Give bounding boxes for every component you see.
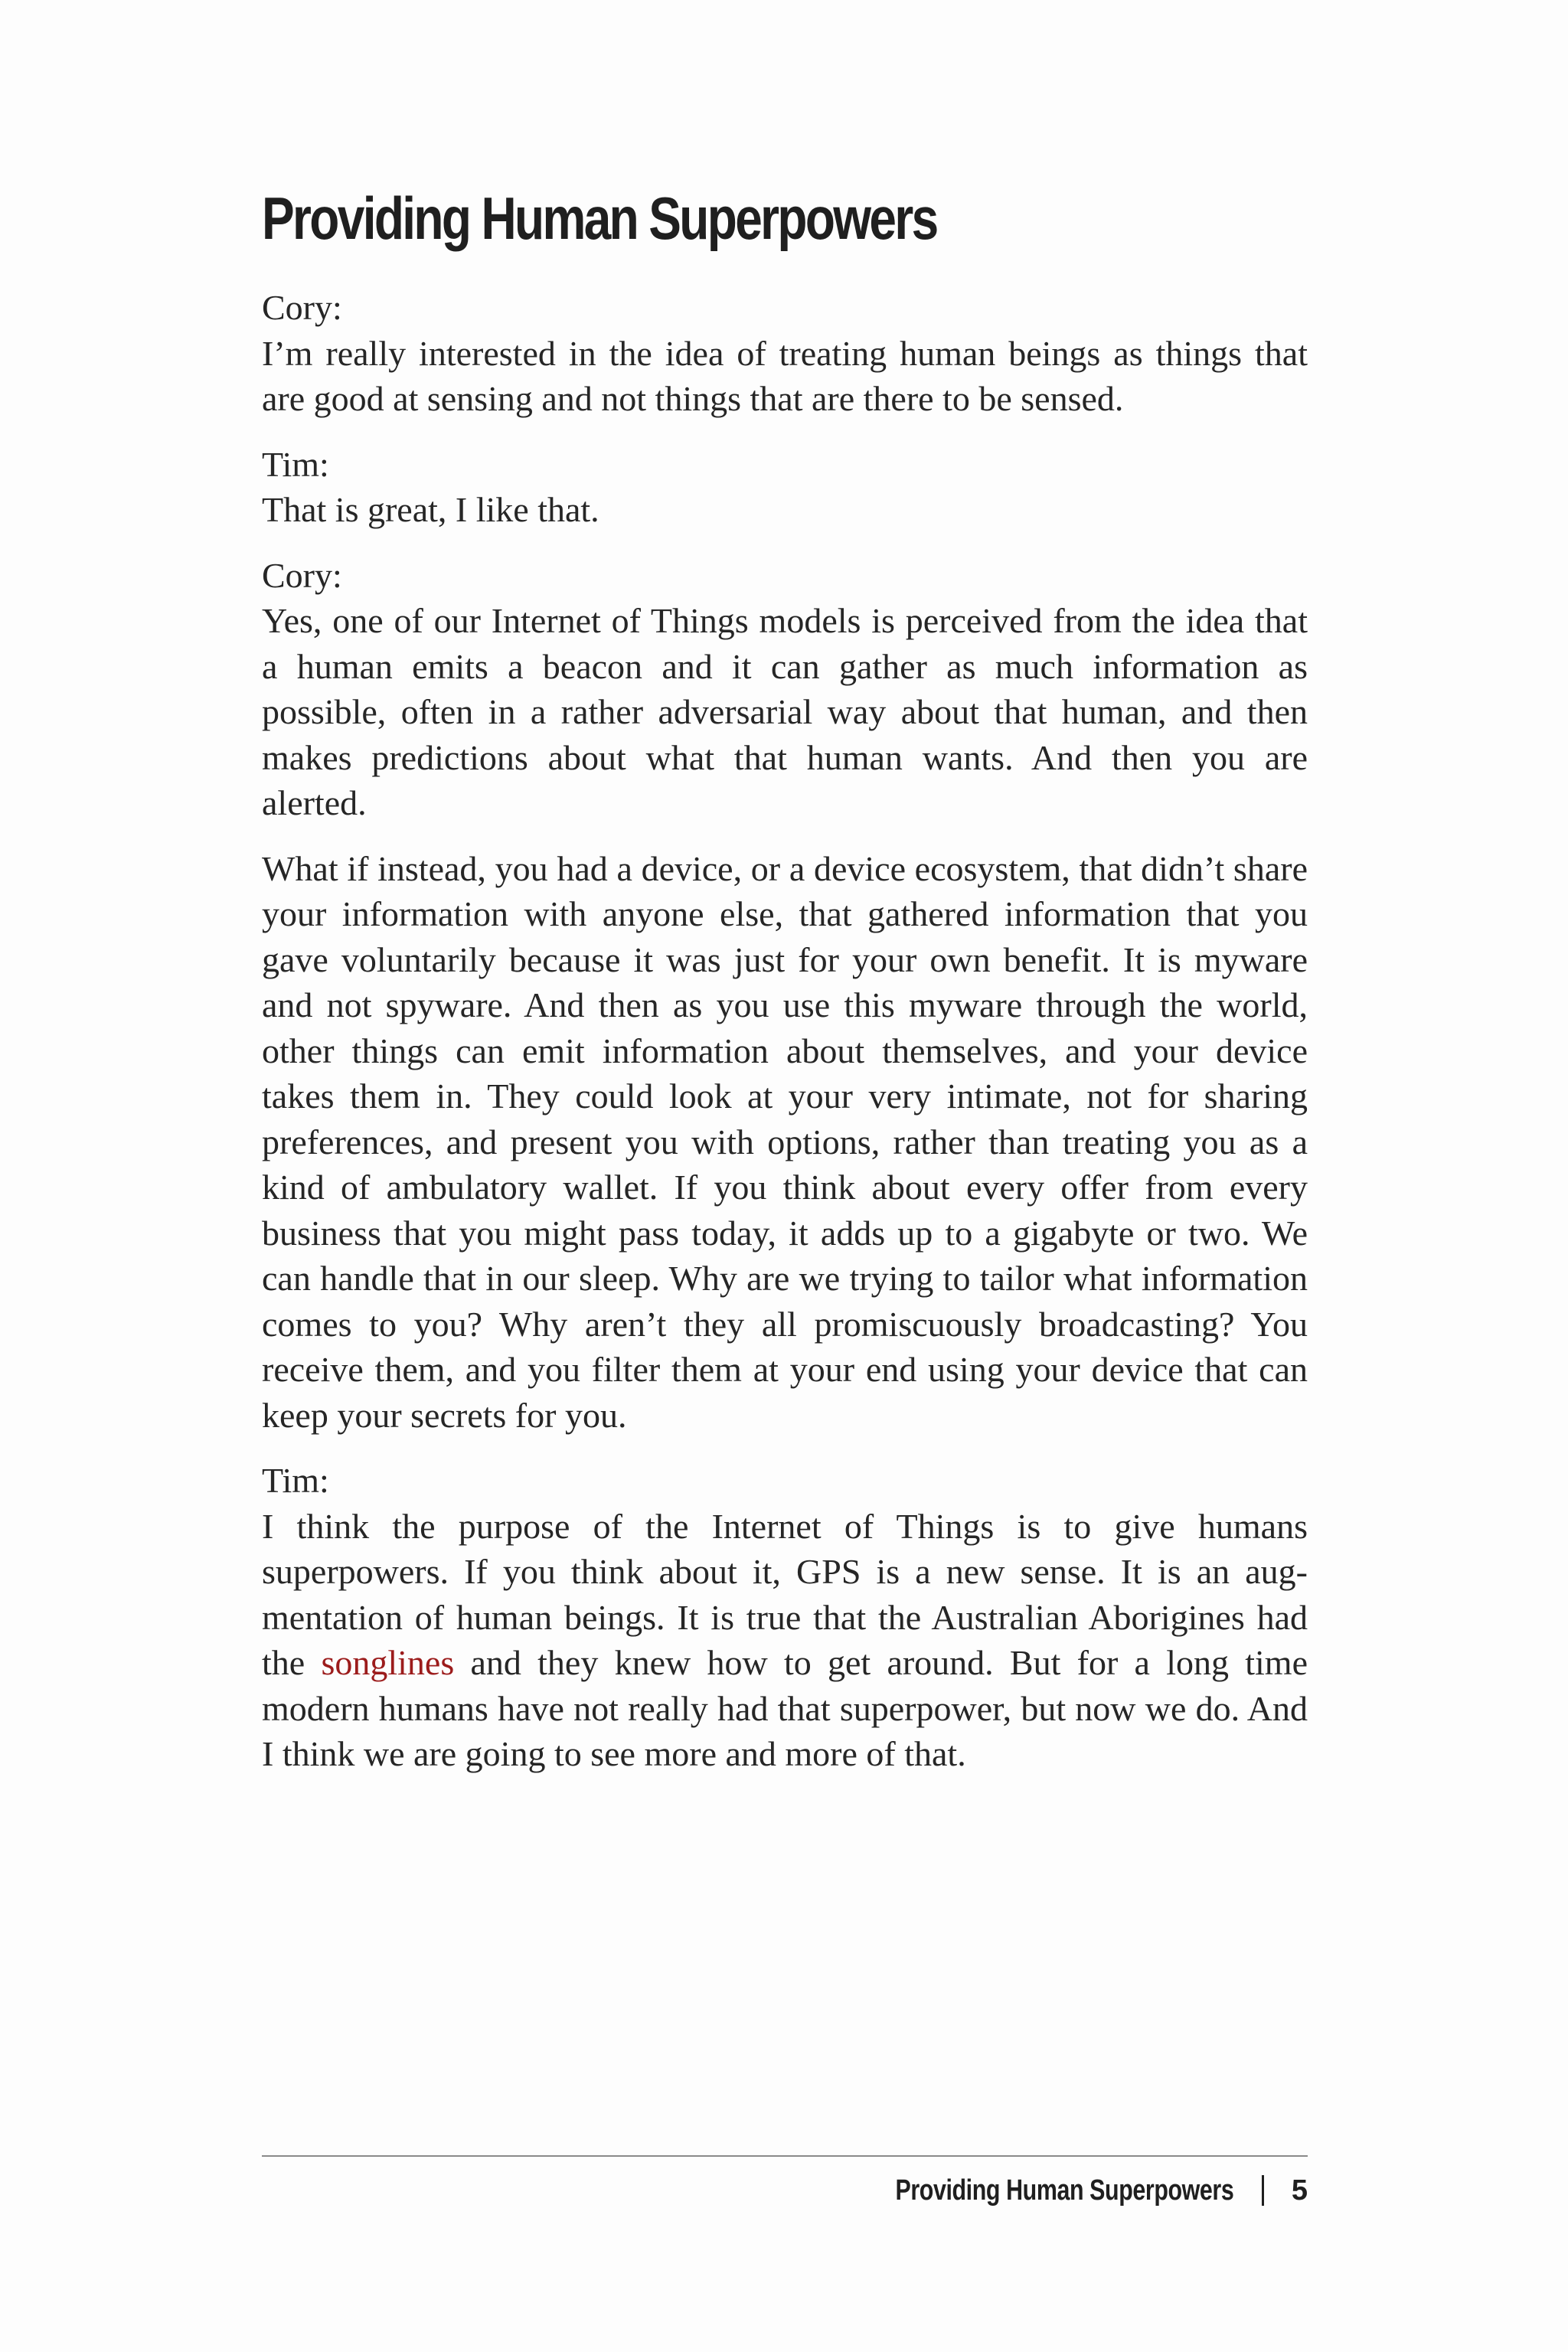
paragraph-text: and they knew how to get around. But for a long time modern humans have not really had that superpower, but now we do. And I think we are going to see more and more of that. [262,1643,1308,1773]
dialogue-block-tim-1 [262,442,1308,533]
dialogue-block-cory-1 [262,285,1308,422]
speaker-label: Cory: [262,555,342,595]
speaker-label: Tim: [262,444,329,484]
paragraph-text: I think the purpose of the Internet of Things is to give humans superpowers. If you think about it, GPS is a new sense. It is an augmentation of human beings. It is true that the Australian Aborigines had the [262,1506,1308,1682]
footer-divider [262,2155,1308,2157]
dialogue-block-cory-2 [262,553,1308,1439]
page-number: 5 [1291,2174,1308,2207]
running-footer [811,2171,1308,2210]
footer-title: Providing Human Superpowers [895,2174,1234,2207]
speaker-label: Cory: [262,288,342,327]
page-title: Providing Human Superpowers [262,185,937,252]
paragraph: Yes, one of our Internet of Things models is perceived from the idea that a human emits a beacon and it can gather as much information as possible, often in a rather adversarial way about that human, and then makes predictions about what that human wants. And then you are alerted. [262,601,1308,822]
footer-separator [1262,2175,1264,2206]
paragraph: That is great, I like that. [262,490,599,529]
songlines-link[interactable]: songlines [321,1643,455,1682]
dialogue-body [262,285,1308,1797]
book-page [262,0,1308,2352]
dialogue-block-tim-2 [262,1458,1308,1777]
paragraph: I’m really interested in the idea of treating human beings as things that are good at sensing and not things that are there to be sensed. [262,333,1308,418]
paragraph: What if instead, you had a device, or a device ecosystem, that didn’t share your information with anyone else, that gathered information that you gave voluntarily because it was just for your own benefit. It is myware and not spyware. And then as you use this myware through the world, other things can emit information about themselves, and your device takes them in. They could look at your very intimate, not for sharing preferences, and present you with options, rather than treating you as a kind of ambulatory wallet. If you think about every offer from every business that you might pass today, it adds up to a gigabyte or two. We can handle that in our sleep. Why are we trying to tailor what information comes to you? Why aren’t they all promiscuously broadcasting? You receive them, and you filter them at your end using your device that can keep your secrets for you. [262,848,1308,1435]
speaker-label: Tim: [262,1461,329,1500]
paragraph [262,1504,1308,1777]
